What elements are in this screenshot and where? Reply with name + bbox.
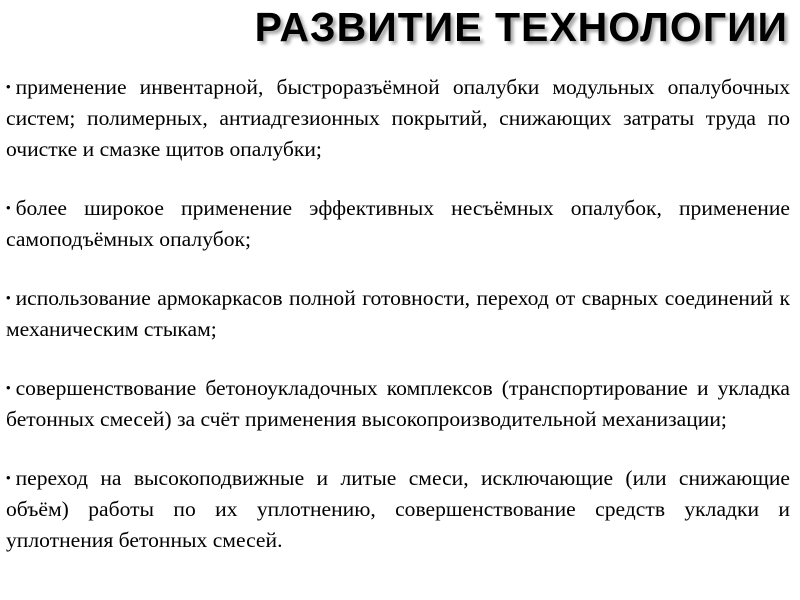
bullet-icon: •	[6, 200, 11, 215]
bullet-icon: •	[6, 79, 11, 94]
list-item	[6, 372, 790, 435]
list-item	[6, 192, 790, 255]
bullet-text: совершенствование бетоноукладочных комплексов (транспортирование и укладка бетонных смесей) за счёт применения высокопроизводительной механизации;	[6, 376, 790, 431]
slide-title: РАЗВИТИЕ ТЕХНОЛОГИИ	[254, 4, 788, 50]
bullet-list	[6, 71, 790, 583]
list-item	[6, 71, 790, 165]
bullet-icon: •	[6, 290, 11, 305]
bullet-icon: •	[6, 380, 11, 395]
bullet-text: использование армокаркасов полной готовности, переход от сварных соединений к механическим стыкам;	[6, 286, 790, 341]
list-item	[6, 462, 790, 556]
bullet-text: переход на высокоподвижные и литые смеси, исключающие (или снижающие объём) работы по их уплотнению, совершенствование средств укладки и уплотнения бетонных смесей.	[6, 466, 790, 552]
bullet-icon: •	[6, 470, 11, 485]
bullet-text: применение инвентарной, быстроразъёмной опалубки модульных опалубочных систем; полимерных, антиадгезионных покрытий, снижающих затраты труда по очистке и смазке щитов опалубки;	[6, 75, 790, 161]
list-item	[6, 282, 790, 345]
bullet-text: более широкое применение эффективных несъёмных опалубок, применение самоподъёмных опалубок;	[6, 196, 790, 251]
